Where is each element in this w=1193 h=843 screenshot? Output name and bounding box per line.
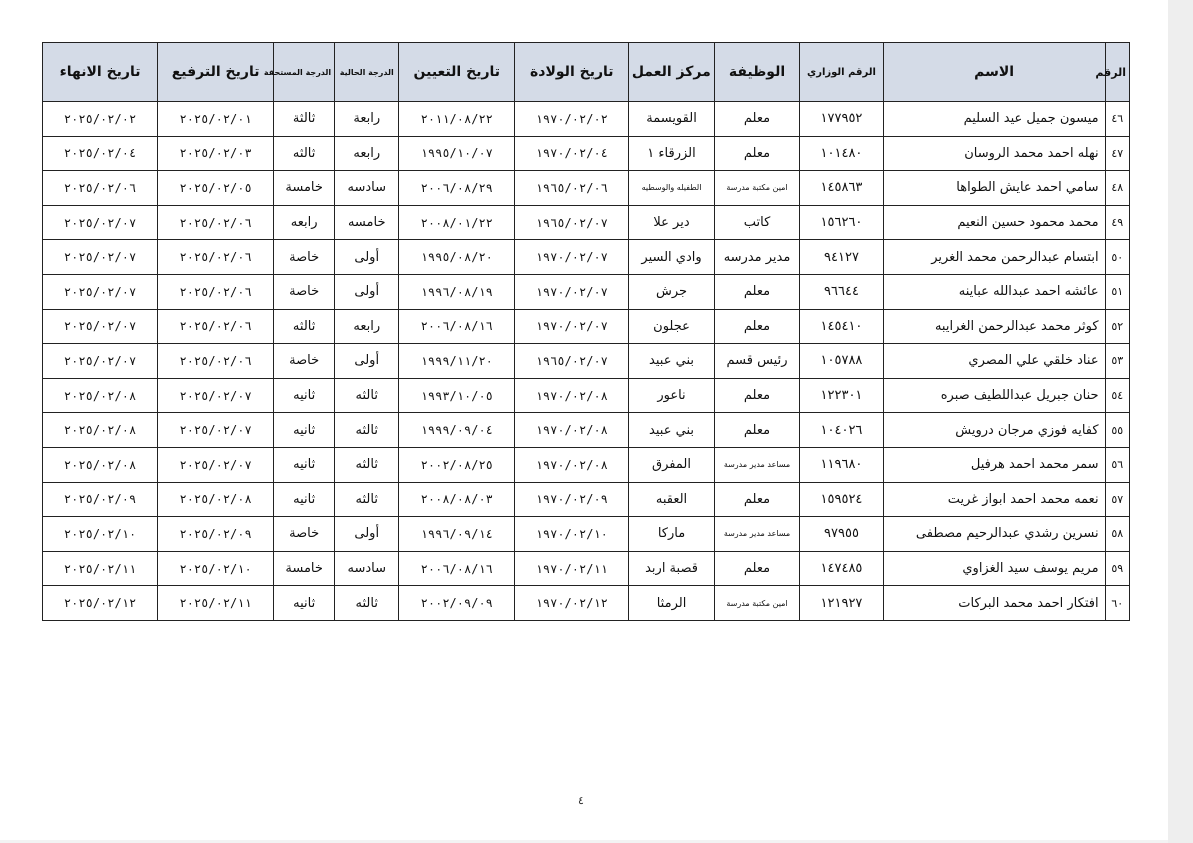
workplace-cell: المفرق <box>629 447 714 482</box>
header-workplace: مركز العمل <box>629 43 714 102</box>
due-grade-cell: ثالثه <box>274 309 335 344</box>
promotion-date-cell: ٢٠٢٥/٠٢/١١ <box>158 586 274 621</box>
employee-table <box>42 42 1130 621</box>
row-number-cell: ٥٩ <box>1105 551 1129 586</box>
current-grade-cell: أولى <box>335 517 399 552</box>
appointment-date-cell: ١٩٩٩/١١/٢٠ <box>399 344 515 379</box>
employee-name-cell: نعمه محمد احمد ابواز غريت <box>883 482 1105 517</box>
promotion-date-cell: ٢٠٢٥/٠٢/٠٣ <box>158 136 274 171</box>
ministry-number-cell: ١٧٧٩٥٢ <box>800 102 883 137</box>
job-title-cell: امين مكتبة مدرسة <box>714 171 799 206</box>
job-title-cell: كاتب <box>714 205 799 240</box>
table-row <box>43 517 1130 552</box>
ministry-number-cell: ٩٤١٢٧ <box>800 240 883 275</box>
workplace-cell: الطفيله والوسطيه <box>629 171 714 206</box>
job-title-cell: مدير مدرسه <box>714 240 799 275</box>
row-number-cell: ٥١ <box>1105 274 1129 309</box>
header-ministry-number: الرقم الوزاري <box>800 43 883 102</box>
birth-date-cell: ١٩٧٠/٠٢/١٠ <box>515 517 629 552</box>
employee-name-cell: سمر محمد احمد هرفيل <box>883 447 1105 482</box>
current-grade-cell: ثالثه <box>335 482 399 517</box>
birth-date-cell: ١٩٧٠/٠٢/٠٧ <box>515 309 629 344</box>
end-date-cell: ٢٠٢٥/٠٢/٠٧ <box>43 274 158 309</box>
employee-name-cell: ميسون جميل عيد السليم <box>883 102 1105 137</box>
appointment-date-cell: ١٩٩٥/١٠/٠٧ <box>399 136 515 171</box>
birth-date-cell: ١٩٧٠/٠٢/٠٩ <box>515 482 629 517</box>
appointment-date-cell: ١٩٩٦/٠٩/١٤ <box>399 517 515 552</box>
current-grade-cell: ثالثه <box>335 378 399 413</box>
due-grade-cell: رابعه <box>274 205 335 240</box>
employee-name-cell: نسرين رشدي عبدالرحيم مصطفى <box>883 517 1105 552</box>
workplace-cell: جرش <box>629 274 714 309</box>
current-grade-cell: أولى <box>335 240 399 275</box>
promotion-date-cell: ٢٠٢٥/٠٢/٠٧ <box>158 378 274 413</box>
end-date-cell: ٢٠٢٥/٠٢/١٢ <box>43 586 158 621</box>
ministry-number-cell: ١٠٥٧٨٨ <box>800 344 883 379</box>
ministry-number-cell: ١٤٥٤١٠ <box>800 309 883 344</box>
page-edge <box>1168 0 1193 843</box>
appointment-date-cell: ١٩٩٥/٠٨/٢٠ <box>399 240 515 275</box>
birth-date-cell: ١٩٧٠/٠٢/٠٧ <box>515 274 629 309</box>
table-row <box>43 274 1130 309</box>
employee-name-cell: حنان جبريل عبداللطيف صبره <box>883 378 1105 413</box>
due-grade-cell: خاصة <box>274 274 335 309</box>
job-title-cell: معلم <box>714 136 799 171</box>
current-grade-cell: رابعة <box>335 102 399 137</box>
header-promotion-date: تاريخ الترفيع <box>158 43 274 102</box>
promotion-date-cell: ٢٠٢٥/٠٢/٠٦ <box>158 240 274 275</box>
header-job: الوظيفة <box>714 43 799 102</box>
ministry-number-cell: ١٤٥٨٦٣ <box>800 171 883 206</box>
workplace-cell: وادي السير <box>629 240 714 275</box>
end-date-cell: ٢٠٢٥/٠٢/١١ <box>43 551 158 586</box>
appointment-date-cell: ١٩٩٩/٠٩/٠٤ <box>399 413 515 448</box>
birth-date-cell: ١٩٦٥/٠٢/٠٦ <box>515 171 629 206</box>
end-date-cell: ٢٠٢٥/٠٢/٠٩ <box>43 482 158 517</box>
end-date-cell: ٢٠٢٥/٠٢/١٠ <box>43 517 158 552</box>
promotion-date-cell: ٢٠٢٥/٠٢/٠٦ <box>158 205 274 240</box>
due-grade-cell: خاصة <box>274 517 335 552</box>
row-number-cell: ٦٠ <box>1105 586 1129 621</box>
table-row <box>43 309 1130 344</box>
workplace-cell: ماركا <box>629 517 714 552</box>
employee-name-cell: عناد خلقي علي المصري <box>883 344 1105 379</box>
appointment-date-cell: ٢٠٠٢/٠٨/٢٥ <box>399 447 515 482</box>
due-grade-cell: ثالثة <box>274 102 335 137</box>
workplace-cell: الرمثا <box>629 586 714 621</box>
row-number-cell: ٥٧ <box>1105 482 1129 517</box>
ministry-number-cell: ١٠١٤٨٠ <box>800 136 883 171</box>
row-number-cell: ٥٥ <box>1105 413 1129 448</box>
appointment-date-cell: ١٩٩٦/٠٨/١٩ <box>399 274 515 309</box>
due-grade-cell: ثانيه <box>274 378 335 413</box>
appointment-date-cell: ٢٠٠٦/٠٨/١٦ <box>399 551 515 586</box>
employee-name-cell: سامي احمد عايش الطواها <box>883 171 1105 206</box>
end-date-cell: ٢٠٢٥/٠٢/٠٨ <box>43 378 158 413</box>
workplace-cell: قصبة اربد <box>629 551 714 586</box>
table-row <box>43 205 1130 240</box>
ministry-number-cell: ٩٦٦٤٤ <box>800 274 883 309</box>
ministry-number-cell: ١٥٩٥٢٤ <box>800 482 883 517</box>
end-date-cell: ٢٠٢٥/٠٢/٠٦ <box>43 171 158 206</box>
page-number: ٤ <box>578 794 584 807</box>
birth-date-cell: ١٩٧٠/٠٢/٠٧ <box>515 240 629 275</box>
promotion-date-cell: ٢٠٢٥/٠٢/٠٧ <box>158 413 274 448</box>
table-row <box>43 413 1130 448</box>
promotion-date-cell: ٢٠٢٥/٠٢/٠٦ <box>158 309 274 344</box>
current-grade-cell: ثالثه <box>335 413 399 448</box>
birth-date-cell: ١٩٦٥/٠٢/٠٧ <box>515 205 629 240</box>
due-grade-cell: ثانيه <box>274 482 335 517</box>
end-date-cell: ٢٠٢٥/٠٢/٠٤ <box>43 136 158 171</box>
job-title-cell: مساعد مدير مدرسة <box>714 517 799 552</box>
current-grade-cell: رابعه <box>335 136 399 171</box>
end-date-cell: ٢٠٢٥/٠٢/٠٢ <box>43 102 158 137</box>
appointment-date-cell: ٢٠٠٨/٠٨/٠٣ <box>399 482 515 517</box>
due-grade-cell: ثانيه <box>274 447 335 482</box>
table-row <box>43 482 1130 517</box>
employee-name-cell: نهله احمد محمد الروسان <box>883 136 1105 171</box>
job-title-cell: معلم <box>714 102 799 137</box>
due-grade-cell: ثالثه <box>274 136 335 171</box>
header-name: الاسم <box>883 43 1105 102</box>
job-title-cell: رئيس قسم <box>714 344 799 379</box>
current-grade-cell: رابعه <box>335 309 399 344</box>
table-row <box>43 171 1130 206</box>
appointment-date-cell: ٢٠٠٦/٠٨/١٦ <box>399 309 515 344</box>
birth-date-cell: ١٩٧٠/٠٢/١١ <box>515 551 629 586</box>
current-grade-cell: ثالثه <box>335 586 399 621</box>
birth-date-cell: ١٩٧٠/٠٢/٠٨ <box>515 413 629 448</box>
appointment-date-cell: ٢٠٠٨/٠١/٢٢ <box>399 205 515 240</box>
job-title-cell: معلم <box>714 413 799 448</box>
end-date-cell: ٢٠٢٥/٠٢/٠٧ <box>43 309 158 344</box>
current-grade-cell: سادسه <box>335 551 399 586</box>
row-number-cell: ٥٢ <box>1105 309 1129 344</box>
promotion-date-cell: ٢٠٢٥/٠٢/١٠ <box>158 551 274 586</box>
employee-name-cell: ابتسام عبدالرحمن محمد الغرير <box>883 240 1105 275</box>
workplace-cell: بني عبيد <box>629 344 714 379</box>
due-grade-cell: خاصة <box>274 344 335 379</box>
due-grade-cell: ثانيه <box>274 413 335 448</box>
table-row <box>43 136 1130 171</box>
ministry-number-cell: ١١٩٦٨٠ <box>800 447 883 482</box>
promotion-date-cell: ٢٠٢٥/٠٢/٠٧ <box>158 447 274 482</box>
employee-name-cell: مريم يوسف سيد الغزاوي <box>883 551 1105 586</box>
row-number-cell: ٤٦ <box>1105 102 1129 137</box>
birth-date-cell: ١٩٦٥/٠٢/٠٧ <box>515 344 629 379</box>
row-number-cell: ٥٠ <box>1105 240 1129 275</box>
header-number: الرقم <box>1105 43 1129 102</box>
job-title-cell: معلم <box>714 551 799 586</box>
workplace-cell: العقبه <box>629 482 714 517</box>
workplace-cell: ناعور <box>629 378 714 413</box>
due-grade-cell: ثانيه <box>274 586 335 621</box>
birth-date-cell: ١٩٧٠/٠٢/٠٨ <box>515 447 629 482</box>
header-birth-date: تاريخ الولادة <box>515 43 629 102</box>
birth-date-cell: ١٩٧٠/٠٢/٠٤ <box>515 136 629 171</box>
job-title-cell: امين مكتبة مدرسة <box>714 586 799 621</box>
row-number-cell: ٥٨ <box>1105 517 1129 552</box>
current-grade-cell: ثالثه <box>335 447 399 482</box>
current-grade-cell: سادسه <box>335 171 399 206</box>
birth-date-cell: ١٩٧٠/٠٢/١٢ <box>515 586 629 621</box>
current-grade-cell: أولى <box>335 274 399 309</box>
header-appointment-date: تاريخ التعيين <box>399 43 515 102</box>
table-row <box>43 378 1130 413</box>
ministry-number-cell: ٩٧٩٥٥ <box>800 517 883 552</box>
appointment-date-cell: ٢٠١١/٠٨/٢٢ <box>399 102 515 137</box>
promotion-date-cell: ٢٠٢٥/٠٢/٠٩ <box>158 517 274 552</box>
end-date-cell: ٢٠٢٥/٠٢/٠٨ <box>43 447 158 482</box>
ministry-number-cell: ١٠٤٠٢٦ <box>800 413 883 448</box>
table-header-row <box>43 43 1130 102</box>
job-title-cell: معلم <box>714 274 799 309</box>
row-number-cell: ٤٨ <box>1105 171 1129 206</box>
table-row <box>43 551 1130 586</box>
employee-name-cell: محمد محمود حسين النعيم <box>883 205 1105 240</box>
employee-name-cell: افتكار احمد محمد البركات <box>883 586 1105 621</box>
promotion-date-cell: ٢٠٢٥/٠٢/٠٦ <box>158 274 274 309</box>
ministry-number-cell: ١٥٦٢٦٠ <box>800 205 883 240</box>
promotion-date-cell: ٢٠٢٥/٠٢/٠٨ <box>158 482 274 517</box>
table-row <box>43 102 1130 137</box>
workplace-cell: دير علا <box>629 205 714 240</box>
employee-name-cell: كفايه فوزي مرجان درويش <box>883 413 1105 448</box>
end-date-cell: ٢٠٢٥/٠٢/٠٧ <box>43 205 158 240</box>
end-date-cell: ٢٠٢٥/٠٢/٠٧ <box>43 344 158 379</box>
ministry-number-cell: ١٢١٩٢٧ <box>800 586 883 621</box>
workplace-cell: بني عبيد <box>629 413 714 448</box>
appointment-date-cell: ٢٠٠٦/٠٨/٢٩ <box>399 171 515 206</box>
workplace-cell: الزرقاء ١ <box>629 136 714 171</box>
current-grade-cell: خامسه <box>335 205 399 240</box>
row-number-cell: ٥٤ <box>1105 378 1129 413</box>
promotion-date-cell: ٢٠٢٥/٠٢/٠١ <box>158 102 274 137</box>
due-grade-cell: خاصة <box>274 240 335 275</box>
due-grade-cell: خامسة <box>274 551 335 586</box>
job-title-cell: معلم <box>714 309 799 344</box>
appointment-date-cell: ٢٠٠٢/٠٩/٠٩ <box>399 586 515 621</box>
job-title-cell: مساعد مدير مدرسة <box>714 447 799 482</box>
job-title-cell: معلم <box>714 378 799 413</box>
employee-name-cell: كوثر محمد عبدالرحمن الغرايبه <box>883 309 1105 344</box>
table-body <box>43 102 1130 621</box>
table-row <box>43 447 1130 482</box>
job-title-cell: معلم <box>714 482 799 517</box>
appointment-date-cell: ١٩٩٣/١٠/٠٥ <box>399 378 515 413</box>
row-number-cell: ٥٣ <box>1105 344 1129 379</box>
header-current-grade: الدرجة الحالية <box>335 43 399 102</box>
promotion-date-cell: ٢٠٢٥/٠٢/٠٥ <box>158 171 274 206</box>
header-due-grade: الدرجة المستحقة <box>274 43 335 102</box>
table-row <box>43 344 1130 379</box>
header-end-date: تاريخ الانهاء <box>43 43 158 102</box>
end-date-cell: ٢٠٢٥/٠٢/٠٧ <box>43 240 158 275</box>
end-date-cell: ٢٠٢٥/٠٢/٠٨ <box>43 413 158 448</box>
ministry-number-cell: ١٢٢٣٠١ <box>800 378 883 413</box>
table-row <box>43 586 1130 621</box>
employee-name-cell: عائشه احمد عبدالله عباينه <box>883 274 1105 309</box>
due-grade-cell: خامسة <box>274 171 335 206</box>
current-grade-cell: أولى <box>335 344 399 379</box>
row-number-cell: ٥٦ <box>1105 447 1129 482</box>
row-number-cell: ٤٧ <box>1105 136 1129 171</box>
row-number-cell: ٤٩ <box>1105 205 1129 240</box>
workplace-cell: القويسمة <box>629 102 714 137</box>
birth-date-cell: ١٩٧٠/٠٢/٠٢ <box>515 102 629 137</box>
workplace-cell: عجلون <box>629 309 714 344</box>
birth-date-cell: ١٩٧٠/٠٢/٠٨ <box>515 378 629 413</box>
ministry-number-cell: ١٤٧٤٨٥ <box>800 551 883 586</box>
promotion-date-cell: ٢٠٢٥/٠٢/٠٦ <box>158 344 274 379</box>
table-row <box>43 240 1130 275</box>
